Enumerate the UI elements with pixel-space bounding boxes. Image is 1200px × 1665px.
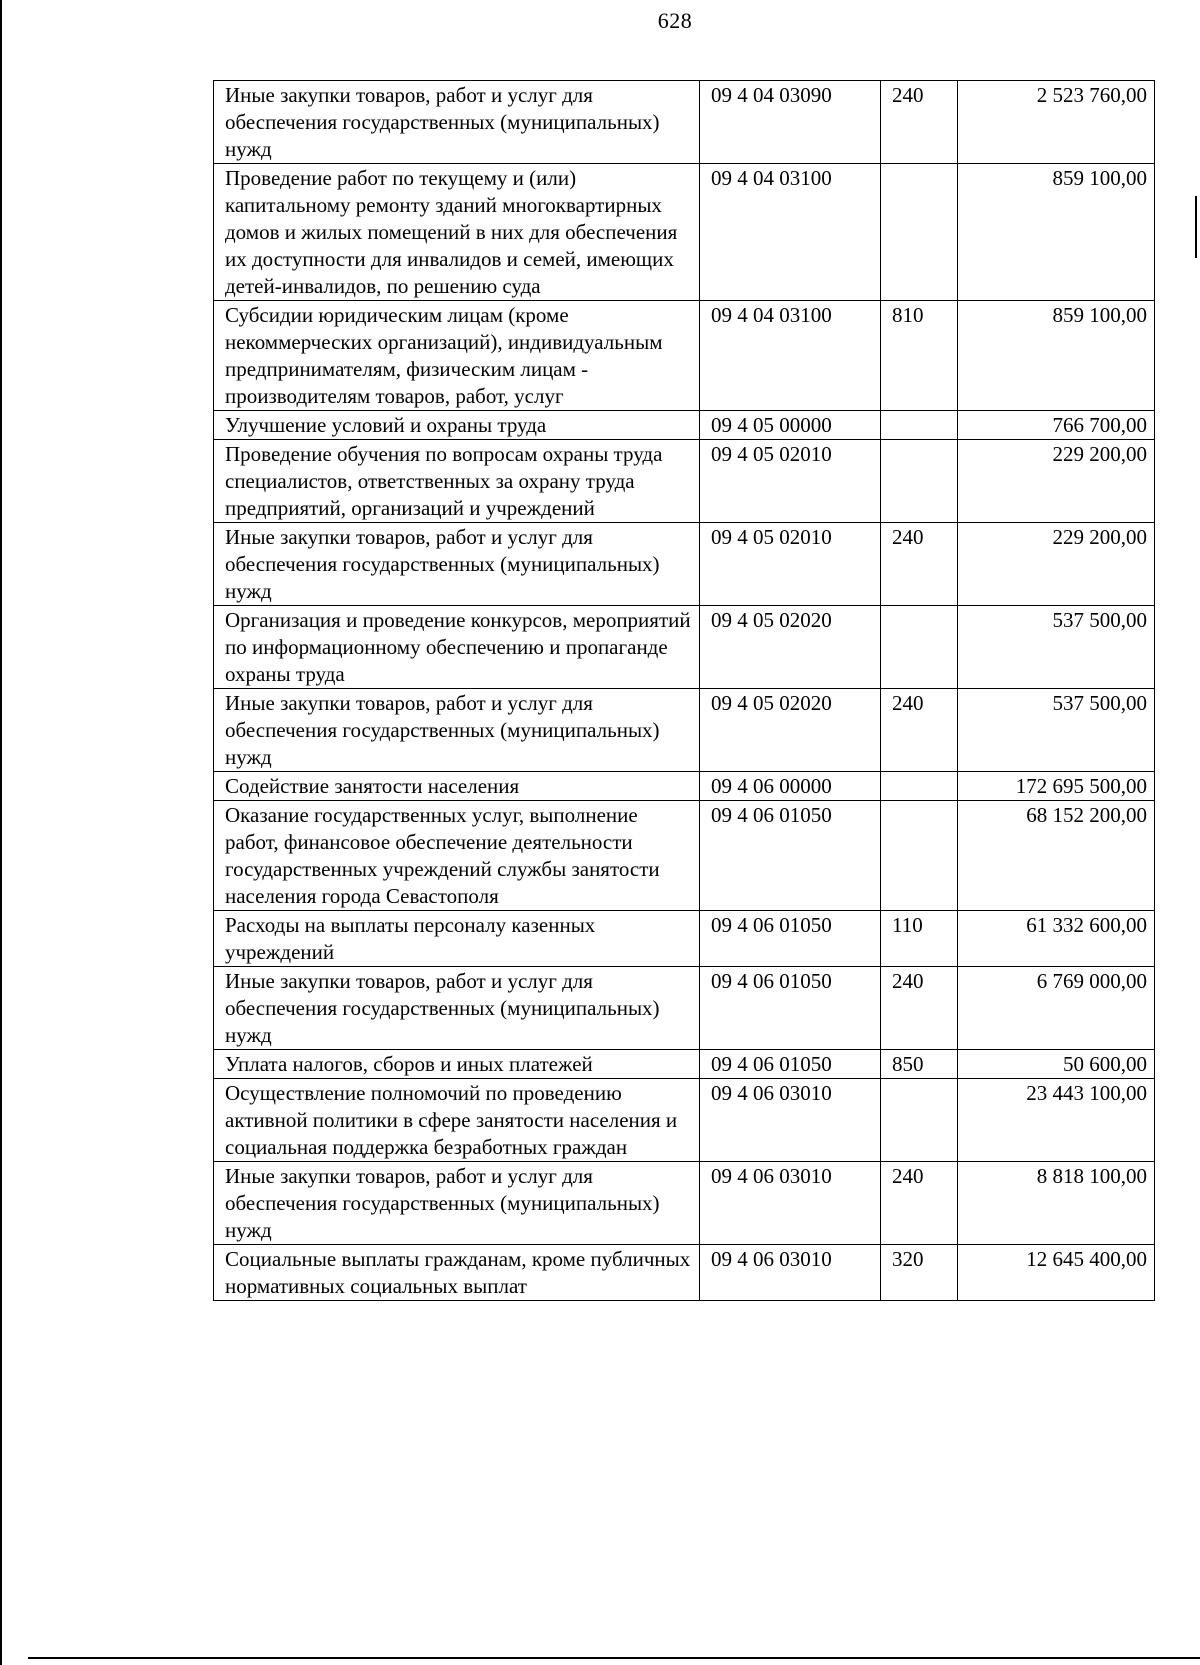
target-article-code-cell: 09 4 06 01050 [700, 911, 881, 967]
expense-type-cell: 320 [881, 1245, 958, 1301]
target-article-code-cell: 09 4 05 02020 [700, 689, 881, 772]
amount-cell: 172 695 500,00 [958, 772, 1155, 801]
table-row [214, 411, 1155, 440]
table-row [214, 523, 1155, 606]
table-row [214, 606, 1155, 689]
table-row [214, 81, 1155, 164]
expense-type-cell: 240 [881, 967, 958, 1050]
expense-name-cell: Иные закупки товаров, работ и услуг для обеспечения государственных (муниципальных) нужд [214, 967, 700, 1050]
expense-type-cell: 240 [881, 81, 958, 164]
expense-type-cell [881, 440, 958, 523]
expense-type-cell [881, 801, 958, 911]
amount-cell: 68 152 200,00 [958, 801, 1155, 911]
target-article-code-cell: 09 4 06 01050 [700, 801, 881, 911]
expense-name-cell: Оказание государственных услуг, выполнение работ, финансовое обеспечение деятельности государственных учреждений службы занятости населения города Севастополя [214, 801, 700, 911]
amount-cell: 12 645 400,00 [958, 1245, 1155, 1301]
amount-cell: 23 443 100,00 [958, 1079, 1155, 1162]
amount-cell: 50 600,00 [958, 1050, 1155, 1079]
amount-cell: 2 523 760,00 [958, 81, 1155, 164]
expense-name-cell: Уплата налогов, сборов и иных платежей [214, 1050, 700, 1079]
target-article-code-cell: 09 4 06 03010 [700, 1162, 881, 1245]
table-row [214, 801, 1155, 911]
expense-name-cell: Проведение обучения по вопросам охраны труда специалистов, ответственных за охрану труда предприятий, организаций и учреждений [214, 440, 700, 523]
amount-cell: 766 700,00 [958, 411, 1155, 440]
target-article-code-cell: 09 4 04 03100 [700, 164, 881, 301]
table-row [214, 440, 1155, 523]
expense-type-cell: 110 [881, 911, 958, 967]
page-number: 628 [657, 8, 693, 33]
table-row [214, 1079, 1155, 1162]
expense-name-cell: Расходы на выплаты персоналу казенных учреждений [214, 911, 700, 967]
scan-bottom-edge [28, 1657, 1200, 1659]
target-article-code-cell: 09 4 05 02010 [700, 440, 881, 523]
expense-type-cell [881, 1079, 958, 1162]
table-row [214, 301, 1155, 411]
expense-name-cell: Социальные выплаты гражданам, кроме публичных нормативных социальных выплат [214, 1245, 700, 1301]
table-row [214, 689, 1155, 772]
amount-cell: 859 100,00 [958, 301, 1155, 411]
target-article-code-cell: 09 4 06 03010 [700, 1079, 881, 1162]
target-article-code-cell: 09 4 06 03010 [700, 1245, 881, 1301]
expense-name-cell: Субсидии юридическим лицам (кроме некоммерческих организаций), индивидуальным предпринимателям, физическим лицам - производителям товаров, работ, услуг [214, 301, 700, 411]
expense-type-cell: 240 [881, 1162, 958, 1245]
expense-type-cell: 240 [881, 523, 958, 606]
table-row [214, 911, 1155, 967]
expense-name-cell: Организация и проведение конкурсов, мероприятий по информационному обеспечению и пропаганде охраны труда [214, 606, 700, 689]
expense-type-cell [881, 411, 958, 440]
amount-cell: 61 332 600,00 [958, 911, 1155, 967]
target-article-code-cell: 09 4 06 01050 [700, 1050, 881, 1079]
expense-name-cell: Иные закупки товаров, работ и услуг для обеспечения государственных (муниципальных) нужд [214, 523, 700, 606]
amount-cell: 537 500,00 [958, 689, 1155, 772]
expense-type-cell [881, 772, 958, 801]
target-article-code-cell: 09 4 06 01050 [700, 967, 881, 1050]
scan-left-edge [0, 0, 2, 1665]
target-article-code-cell: 09 4 05 02010 [700, 523, 881, 606]
budget-table-body [214, 81, 1155, 1301]
table-row [214, 1162, 1155, 1245]
amount-cell: 859 100,00 [958, 164, 1155, 301]
expense-type-cell [881, 606, 958, 689]
amount-cell: 537 500,00 [958, 606, 1155, 689]
target-article-code-cell: 09 4 05 00000 [700, 411, 881, 440]
budget-table [213, 80, 1155, 1301]
target-article-code-cell: 09 4 06 00000 [700, 772, 881, 801]
target-article-code-cell: 09 4 04 03090 [700, 81, 881, 164]
table-row [214, 772, 1155, 801]
expense-type-cell [881, 164, 958, 301]
expense-type-cell: 240 [881, 689, 958, 772]
expense-type-cell: 810 [881, 301, 958, 411]
expense-name-cell: Проведение работ по текущему и (или) капитальному ремонту зданий многоквартирных домов и жилых помещений в них для обеспечения их доступности для инвалидов и семей, имеющих детей-инвалидов, по решению суда [214, 164, 700, 301]
table-row [214, 967, 1155, 1050]
expense-name-cell: Иные закупки товаров, работ и услуг для обеспечения государственных (муниципальных) нужд [214, 81, 700, 164]
amount-cell: 229 200,00 [958, 440, 1155, 523]
table-row [214, 1245, 1155, 1301]
table-row [214, 1050, 1155, 1079]
amount-cell: 8 818 100,00 [958, 1162, 1155, 1245]
expense-type-cell: 850 [881, 1050, 958, 1079]
expense-name-cell: Улучшение условий и охраны труда [214, 411, 700, 440]
table-row [214, 164, 1155, 301]
expense-name-cell: Содействие занятости населения [214, 772, 700, 801]
scan-margin-mark [1195, 196, 1197, 258]
amount-cell: 6 769 000,00 [958, 967, 1155, 1050]
expense-name-cell: Осуществление полномочий по проведению активной политики в сфере занятости населения и социальная поддержка безработных граждан [214, 1079, 700, 1162]
target-article-code-cell: 09 4 04 03100 [700, 301, 881, 411]
expense-name-cell: Иные закупки товаров, работ и услуг для обеспечения государственных (муниципальных) нужд [214, 1162, 700, 1245]
expense-name-cell: Иные закупки товаров, работ и услуг для обеспечения государственных (муниципальных) нужд [214, 689, 700, 772]
target-article-code-cell: 09 4 05 02020 [700, 606, 881, 689]
amount-cell: 229 200,00 [958, 523, 1155, 606]
